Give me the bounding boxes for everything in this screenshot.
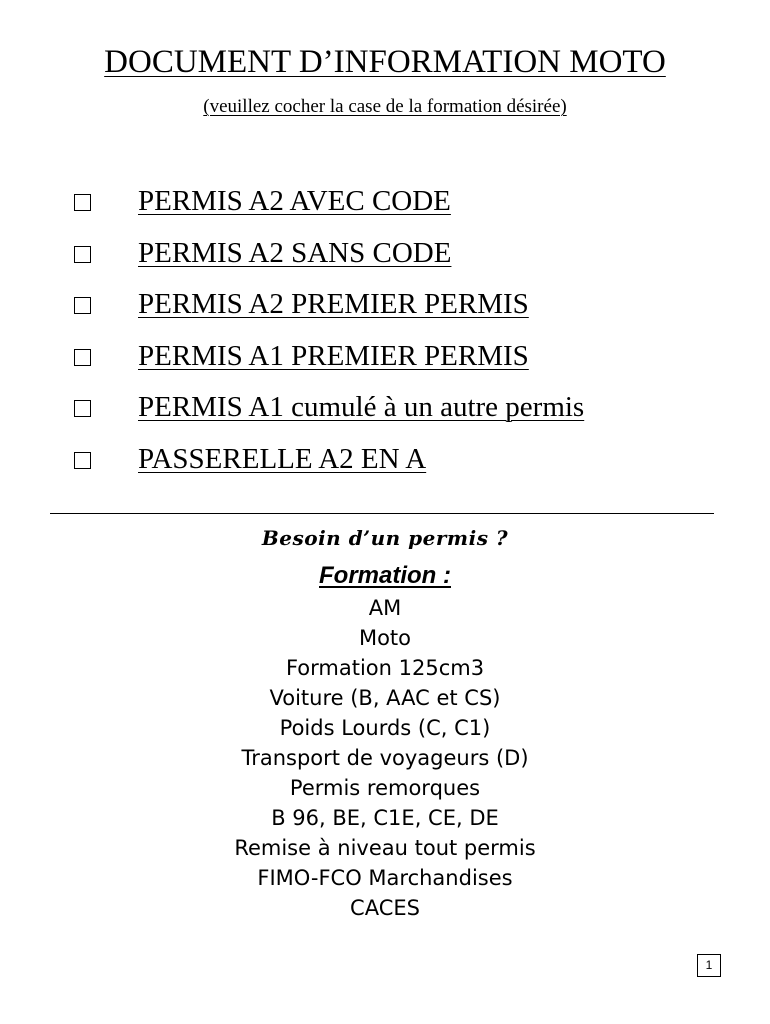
option-label: PERMIS A2 PREMIER PERMIS — [138, 288, 529, 320]
formation-item: Moto — [358, 626, 412, 650]
formation-item: Voiture (B, AAC et CS) — [269, 686, 501, 710]
formation-item: Permis remorques — [289, 776, 481, 800]
document-subtitle: (veuillez cocher la case de la formation désirée) — [203, 96, 567, 117]
checkbox[interactable] — [74, 297, 91, 314]
option-a2-premier-permis[interactable] — [0, 285, 770, 337]
formation-item: AM — [368, 596, 402, 620]
formation-item: FIMO-FCO Marchandises — [257, 866, 513, 890]
formation-item: Remise à niveau tout permis — [234, 836, 536, 860]
formation-item: Poids Lourds (C, C1) — [279, 716, 491, 740]
formation-item: Formation 125cm3 — [285, 656, 485, 680]
checkbox[interactable] — [74, 194, 91, 211]
option-a1-cumule[interactable] — [0, 388, 770, 440]
option-a2-avec-code[interactable] — [0, 182, 770, 234]
checkbox[interactable] — [74, 246, 91, 263]
page-number: 1 — [697, 954, 721, 977]
option-label: PASSERELLE A2 EN A — [138, 442, 427, 475]
option-label: PERMIS A2 AVEC CODE — [138, 185, 451, 217]
document-title: DOCUMENT D’INFORMATION MOTO — [104, 44, 666, 80]
formation-item: Transport de voyageurs (D) — [241, 746, 529, 770]
option-label: PERMIS A1 cumulé à un autre permis — [138, 391, 585, 423]
option-passerelle-a2-en-a[interactable] — [0, 440, 770, 492]
separator-line — [50, 513, 714, 514]
formation-item: B 96, BE, C1E, CE, DE — [271, 806, 499, 830]
checkbox[interactable] — [74, 452, 91, 469]
option-label: PERMIS A1 PREMIER PERMIS — [138, 339, 529, 372]
checkbox[interactable] — [74, 349, 91, 366]
formation-heading: Formation : — [319, 562, 451, 589]
training-options-list — [0, 182, 770, 491]
option-label: PERMIS A2 SANS CODE — [138, 236, 452, 269]
option-a1-premier-permis[interactable] — [0, 337, 770, 389]
checkbox[interactable] — [74, 400, 91, 417]
formation-list — [0, 593, 770, 923]
option-a2-sans-code[interactable] — [0, 234, 770, 286]
formation-item: CACES — [350, 896, 420, 920]
tagline: Besoin d’un permis ? — [261, 526, 509, 550]
